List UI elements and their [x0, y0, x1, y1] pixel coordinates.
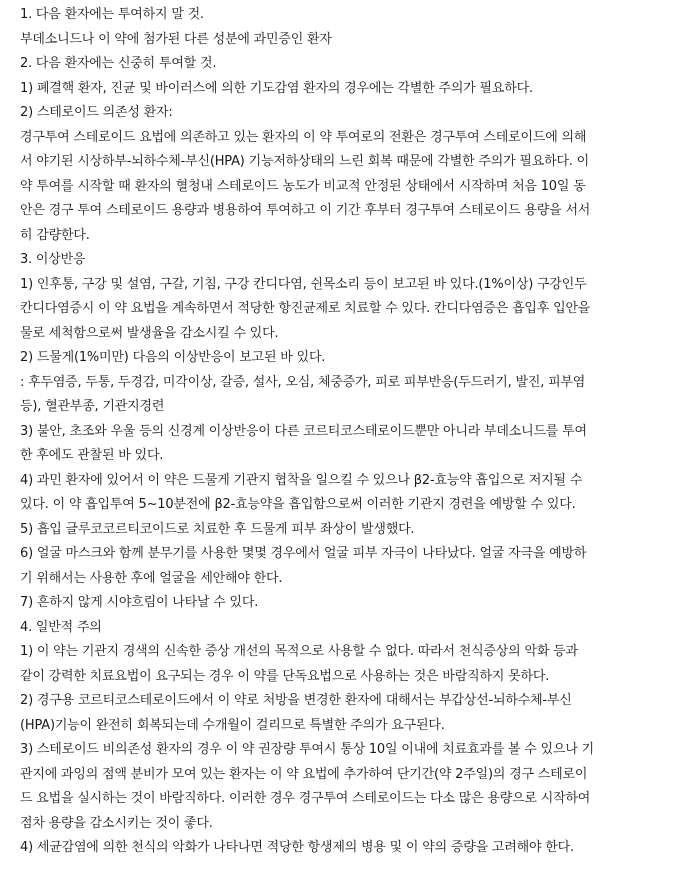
text-line: 히 감량한다. — [20, 227, 90, 243]
text-line: 7) 흔하지 않게 시야흐림이 나타날 수 있다. — [20, 595, 259, 610]
text-line: 2) 스테로이드 의존성 환자: — [20, 105, 173, 120]
text-line: 1) 이 약는 기관지 경색의 신속한 증상 개선의 목적으로 사용할 수 없다. 따라서 천식증상의 악화 등과 — [20, 644, 578, 659]
text-line: 기 위해서는 사용한 후에 얼굴을 세안해야 한다. — [20, 570, 283, 586]
text-line: 약 투여를 시작할 때 환자의 혈청내 스테로이드 농도가 비교적 안정된 상태에서 시작하며 처음 10일 동 — [20, 178, 586, 194]
text-line: 4) 과민 환자에 있어서 이 약은 드물게 기관지 협착을 일으킬 수 있으나 β2-효능약 흡입으로 저지될 수 — [20, 472, 583, 488]
section-heading-general-precautions: 4. 일반적 주의 — [20, 619, 102, 635]
text-line: 있다. 이 약 흡입투여 5~10분전에 β2-효능약을 흡입함으로써 이러한 기관지 경련을 예방할 수 있다. — [20, 497, 576, 512]
text-line: 2) 드물게(1%미만) 다음의 이상반응이 보고된 바 있다. — [20, 350, 326, 365]
section-heading-contraindications: 1. 다음 환자에는 투여하지 말 것. — [20, 7, 204, 22]
text-line: 3) 불안, 초조와 우울 등의 신경계 이상반응이 다른 코르티코스테로이드뿐만 아니라 부데소니드를 투여 — [20, 423, 587, 439]
text-line: 6) 얼굴 마스크와 함께 분무기를 사용한 몇몇 경우에서 얼굴 피부 자극이 나타났다. 얼굴 자극을 예방하 — [20, 546, 587, 561]
text-line: 등), 혈관부종, 기관지경련 — [20, 399, 165, 414]
text-line: 서 야기된 시상하부-뇌하수체-부신(HPA) 기능저하상태의 느린 회복 때문에 각별한 주의가 필요하다. 이 — [20, 154, 590, 169]
text-line: 1) 폐결핵 환자, 진균 및 바이러스에 의한 기도감염 환자의 경우에는 각별한 주의가 필요하다. — [20, 80, 533, 96]
text-line: 1) 인후통, 구강 및 설염, 구갈, 기침, 구강 칸디다염, 쉰목소리 등이 보고된 바 있다.(1%이상) 구강인두 — [20, 276, 587, 292]
text-line: 2) 경구용 코르티코스테로이드에서 이 약로 처방을 변경한 환자에 대해서는 부갑상선-뇌하수체-부신 — [20, 693, 572, 708]
text-line: 칸디다염증시 이 약 요법을 계속하면서 적당한 항진균제로 치료할 수 있다. 칸디다염증은 흡입후 입안을 — [20, 301, 591, 316]
text-line: 경구투여 스테로이드 요법에 의존하고 있는 환자의 이 약 투여로의 전환은 경구투여 스테로이드에 의해 — [20, 129, 587, 145]
text-line: (HPA)기능이 완전히 회복되는데 수개월이 걸리므로 특별한 주의가 요구된다. — [20, 717, 445, 733]
text-line: : 후두염증, 두통, 두경감, 미각이상, 갈증, 설사, 오심, 체중증가, 피로 피부반응(두드러기, 발진, 피부염 — [20, 374, 586, 390]
text-line: 물로 세척함으로써 발생율을 감소시킬 수 있다. — [20, 325, 279, 341]
text-line: 4) 세균감염에 의한 천식의 악화가 나타나면 적당한 항생제의 병용 및 이 약의 증량을 고려해야 한다. — [20, 840, 574, 855]
text-line: 관지에 과잉의 점액 분비가 모여 있는 환자는 이 약 요법에 추가하여 단기간(약 2주일)의 경구 스테로이 — [20, 766, 588, 782]
section-heading-adverse-reactions: 3. 이상반응 — [20, 252, 86, 267]
text-line: 점차 용량을 감소시키는 것이 좋다. — [20, 815, 213, 831]
text-line: 드 요법을 실시하는 것이 바람직하다. 이러한 경우 경구투여 스테로이드는 다소 많은 용량으로 시작하여 — [20, 791, 591, 806]
section-heading-caution: 2. 다음 환자에는 신중히 투여할 것. — [20, 56, 217, 71]
text-line: 부데소니드나 이 약에 첨가된 다른 성분에 과민증인 환자 — [20, 31, 332, 47]
text-line: 한 후에도 관찰된 바 있다. — [20, 448, 164, 463]
text-line: 안은 경구 투여 스테로이드 용량과 병용하여 투여하고 이 기간 후부터 경구투여 스테로이드 용량을 서서 — [20, 203, 591, 218]
text-line: 3) 스테로이드 비의존성 환자의 경우 이 약 권장량 투여시 통상 10일 이내에 치료효과를 볼 수 있으나 기 — [20, 742, 594, 757]
text-line: 5) 흡입 글루코코르티코이드로 치료한 후 드물게 피부 좌상이 발생했다. — [20, 521, 415, 537]
text-line: 같이 강력한 치료요법이 요구되는 경우 이 약를 단독요법으로 사용하는 것은 바람직하지 못하다. — [20, 668, 550, 684]
